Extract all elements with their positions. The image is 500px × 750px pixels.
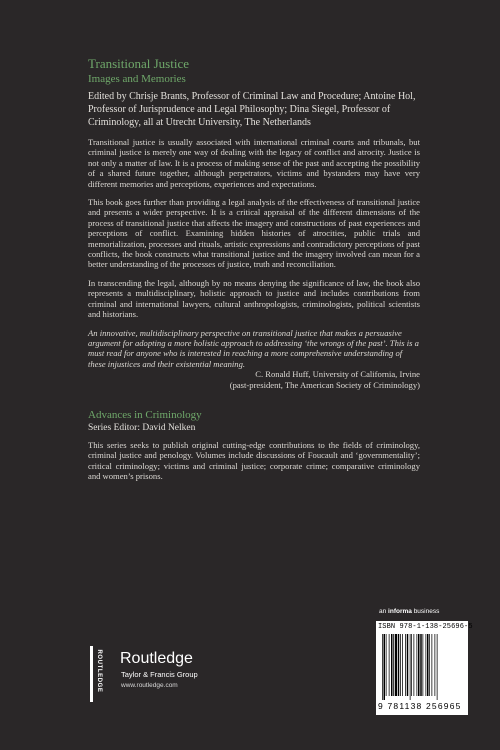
barcode-bar (405, 634, 406, 696)
series-title: Advances in Criminology (88, 408, 202, 421)
blurb-paragraph-2: This book goes further than providing a legal analysis of the effectiveness of transitional justice and presents a wider perspective. It is a critical appraisal of the different dimensions of the process of transitional justice that affects the imagery and constructions of past experiences and perceptions of conflict. Examining hidden histories of atrocities, public trials and memorialization, processes and rituals, artistic expressions and contradictory perceptions of past conflicts, the book constructs what transitional justice and the imagery involved can mean for a better understanding of the processes of justice, truth and reconciliation. (88, 197, 420, 270)
routledge-mark-icon (88, 646, 112, 702)
isbn-label: ISBN 978-1-138-25696-5 (378, 623, 473, 631)
barcode-bar (418, 634, 420, 696)
routledge-vertical-wordmark: ROUTLEDGE (96, 649, 102, 693)
editors-line: Edited by Chrisje Brants, Professor of Criminal Law and Procedure; Antoine Hol, Professor of Jurisprudence and Legal Philosophy; Dina Siegel, Professor of Criminology, all at Utrecht University, The Netherlands (88, 91, 416, 128)
barcode-bar (427, 634, 429, 696)
barcode-bar (384, 634, 386, 700)
barcode-bar (420, 634, 422, 696)
barcode-bar (393, 634, 394, 696)
publisher-name: Routledge (120, 650, 193, 667)
blurb-paragraph-1: Transitional justice is usually associated with international criminal courts and tribunals, but criminal justice is merely one way of dealing with the legacy of conflict and atrocity. Justice is not only a matter of law. It is a process of making sense of the past and accepting the possibility of a shared future together, although perpetrators, victims and bystanders may have very different memories and perceptions, experiences and expectations. (88, 137, 420, 189)
barcode-bar (400, 634, 401, 696)
barcode-bar (407, 634, 409, 696)
book-title: Transitional Justice (88, 56, 189, 71)
barcode-bar (411, 634, 412, 696)
publisher-group: Taylor & Francis Group (121, 670, 198, 679)
review-attribution-role: (past-president, The American Society of Criminology) (229, 379, 420, 390)
barcode-bar (432, 634, 433, 696)
informa-suffix: business (411, 608, 440, 615)
informa-prefix: an (379, 608, 389, 615)
review-attribution: C. Ronald Huff, University of California, Irvine (255, 369, 420, 380)
barcode-bar (417, 634, 418, 696)
review-quote: An innovative, multidisciplinary perspective on transitional justice that makes a persuasive argument for adopting a more holistic approach to addressing ‘the wrongs of the past’. This is a must read for anyone who is interested in reaching a more comprehensive understanding of these injustices and their existential meaning. (88, 327, 419, 369)
barcode-bar (395, 634, 397, 696)
barcode-icon (380, 634, 464, 700)
barcode-bar (389, 634, 390, 696)
isbn-barcode-box (376, 621, 473, 715)
barcode-number: 9 781138 256965 (378, 701, 462, 711)
barcode-bar (382, 634, 383, 700)
barcode-bar (402, 634, 403, 696)
barcode-bar (410, 634, 411, 700)
barcode-bar (391, 634, 393, 696)
book-subtitle: Images and Memories (88, 73, 186, 85)
barcode-bar (414, 634, 415, 696)
barcode-bar (426, 634, 427, 696)
routledge-mark-bar (90, 646, 93, 702)
series-description: This series seeks to publish original cutting-edge contributions to the fields of criminology, criminal justice and penology. Volumes include discussions of Foucault and ‘governmentality’; critical criminology; victims and criminal justice; corporate crime; comparative criminology and women’s prisons. (88, 439, 420, 482)
publisher-website: www.routledge.com (121, 682, 178, 689)
informa-brand: informa (388, 608, 412, 615)
blurb-paragraph-3: In transcending the legal, although by no means denying the significance of law, the book also represents a multidisciplinary, holistic approach to justice and includes contributions from criminal and international lawyers, cultural anthropologists, criminologists, political scientists and historians. (88, 277, 420, 320)
barcode-bar (423, 634, 424, 696)
barcode-bar (429, 634, 430, 696)
routledge-logo (88, 646, 228, 706)
barcode-bar (398, 634, 400, 696)
informa-business-line (379, 608, 439, 615)
barcode-bar (437, 634, 438, 700)
barcode-bar (435, 634, 436, 696)
cover-text (88, 56, 420, 482)
barcode-bar (386, 634, 387, 696)
series-editor: Series Editor: David Nelken (88, 422, 196, 433)
